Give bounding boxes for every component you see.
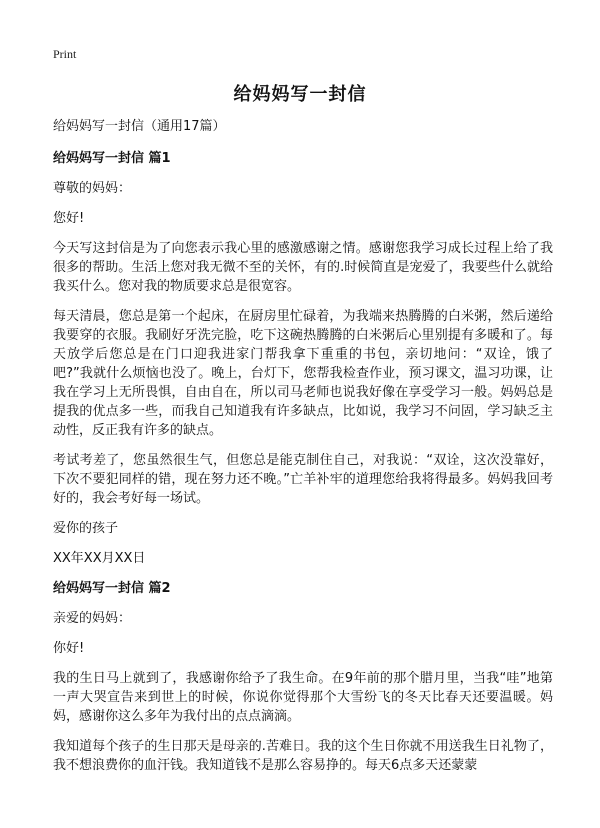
letter-paragraph: 我知道每个孩子的生日那天是母亲的.苦难日。我的这个生日你就不用送我生日礼物了，我不想浪费你的血汗钱。我知道钱不是那么容易挣的。每天6点多天还蒙蒙 — [53, 739, 553, 773]
section-heading: 给妈妈写一封信 篇1 — [53, 151, 171, 166]
section-1 — [53, 149, 553, 568]
letter-paragraph: 我的生日马上就到了，我感谢你给予了我生命。在9年前的那个腊月里，当我“哇”地第一声大哭宣告来到世上的时候，你说你觉得那个大雪纷飞的冬天比春天还要温暖。妈妈，感谢你这么多年为我付出的点点滴滴。 — [53, 671, 553, 724]
section-2 — [53, 579, 553, 775]
section-heading: 给妈妈写一封信 篇2 — [53, 581, 171, 596]
letter-paragraph: 考试考差了，您虽然很生气，但您总是能克制住自己，对我说：“双诠，这次没靠好，下次不要犯同样的错，现在努力还不晚。”亡羊补牢的道理您给我将得最多。妈妈我回考好的，我会考好每一场试。 — [53, 453, 553, 506]
letter-greeting: 亲爱的妈妈： — [53, 611, 132, 626]
page-title: 给妈妈写一封信 — [233, 84, 367, 105]
letter-paragraph: 今天写这封信是为了向您表示我心里的感激感谢之情。感谢您我学习成长过程上给了我很多的帮助。生活上您对我无微不至的关怀，有的.时候简直是宠爱了，我要些什么就给我买什么。您对我的物质要求总是很宽容。 — [53, 241, 553, 294]
letter-date: XX年XX月XX日 — [53, 551, 146, 566]
document-body — [53, 117, 553, 786]
letter-hello: 您好! — [53, 211, 85, 226]
letter-greeting: 尊敬的妈妈： — [53, 181, 132, 196]
letter-closing: 爱你的孩子 — [53, 521, 119, 536]
print-link[interactable]: Print — [53, 47, 77, 61]
letter-hello: 你好! — [53, 641, 85, 656]
letter-paragraph: 每天清晨，您总是第一个起床，在厨房里忙碌着，为我端来热腾腾的白米粥，然后递给我要穿的衣服。我刷好牙洗完脸，吃下这碗热腾腾的白米粥后心里别提有多暖和了。每天放学后您总是在门口迎我进家门帮我拿下重重的书包，亲切地问：“双诠，饿了吧?”我就什么烦恼也没了。晚上，台灯下，您帮我检查作业，预习课文，温习功课，让我在学习上无所畏惧，自由自在，所以司马老师也说我好像在享受学习一般。妈妈总是提我的优点多一些，而我自己知道我有许多缺点，比如说，我学习不问固，学习缺乏主动性，反正我有许多的缺点。 — [53, 309, 553, 438]
document-subtitle: 给妈妈写一封信（通用17篇） — [53, 119, 226, 134]
